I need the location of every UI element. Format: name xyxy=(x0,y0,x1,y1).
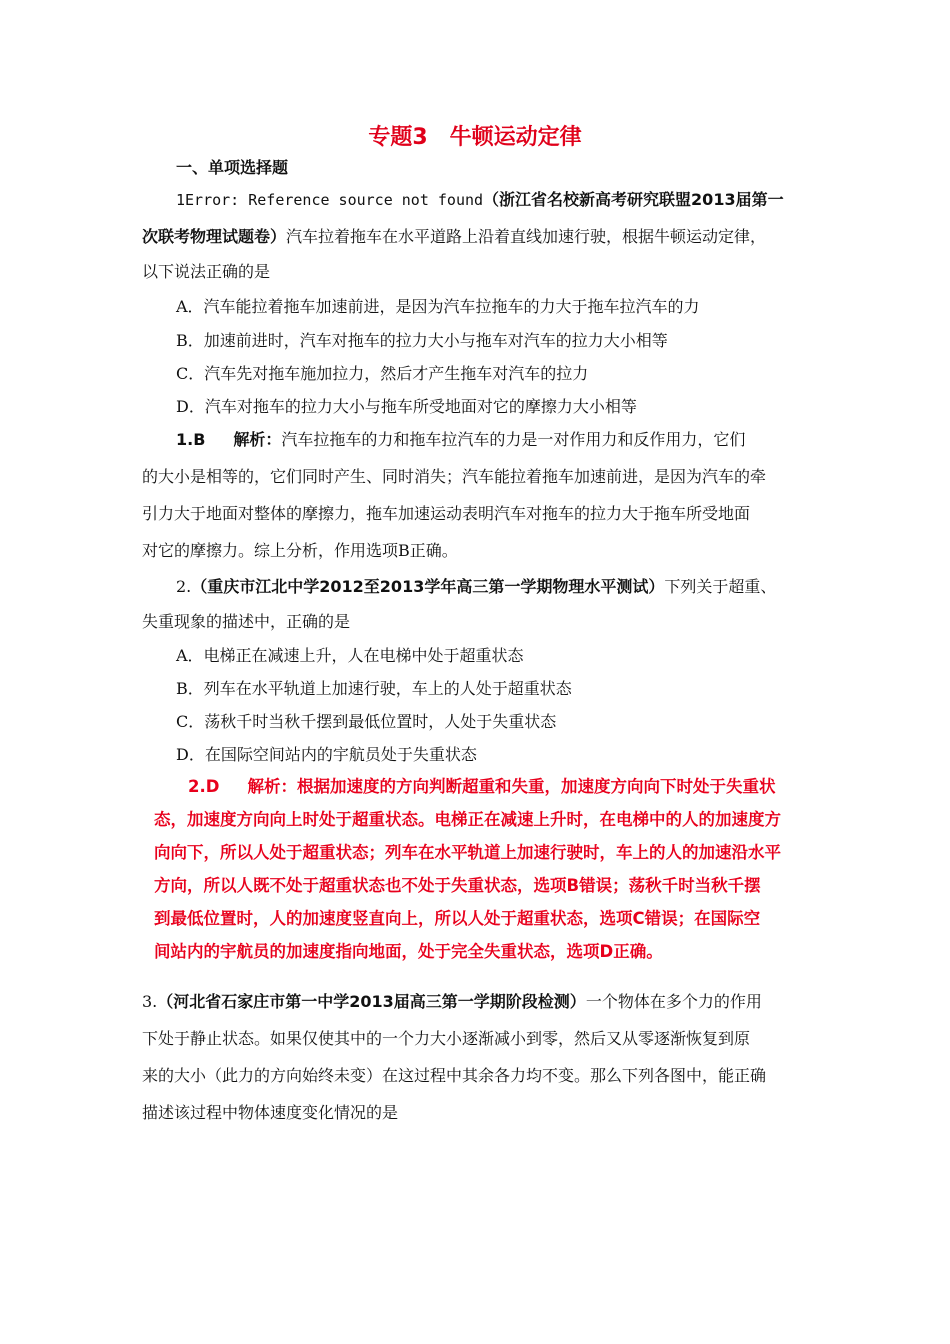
q3-stem-line-2: 下处于静止状态。如果仅使其中的一个力大小逐渐减小到零，然后又从零逐渐恢复到原 xyxy=(142,1029,751,1048)
q1-analysis-text: 汽车拉拖车的力和拖车拉汽车的力是一对作用力和反作用力，它们 xyxy=(281,430,746,449)
q2-analysis-line-1 xyxy=(188,777,775,797)
q2-line-1 xyxy=(176,577,776,597)
q1-analysis-line-1 xyxy=(176,430,745,450)
q2-number: 2. xyxy=(176,577,192,596)
q1-number: 1 xyxy=(176,191,186,209)
q2-source: （重庆市江北中学2012至2013学年高三第一学期物理水平测试） xyxy=(191,577,665,596)
q1-option-c: C．汽车先对拖车施加拉力，然后才产生拖车对汽车的拉力 xyxy=(176,364,589,383)
q3-stem-line-3: 来的大小（此力的方向始终未变）在这过程中其余各力均不变。那么下列各图中，能正确 xyxy=(142,1066,767,1085)
q2-option-b: B．列车在水平轨道上加速行驶，车上的人处于超重状态 xyxy=(176,679,572,698)
q3-line-1 xyxy=(142,992,762,1012)
q2-analysis-label: 解析： xyxy=(247,777,297,796)
q2-option-d: D．在国际空间站内的宇航员处于失重状态 xyxy=(176,745,477,764)
q2-analysis-line-3: 向向下，所以人处于超重状态；列车在水平轨道上加速行驶时，车上的人的加速沿水平 xyxy=(154,843,781,862)
q2-analysis-line-4: 方向，所以人既不处于超重状态也不处于失重状态，选项B错误；荡秋千时当秋千摆 xyxy=(154,876,761,895)
q1-analysis-line-4: 对它的摩擦力。综上分析，作用选项B正确。 xyxy=(142,541,458,560)
q1-analysis-line-2: 的大小是相等的，它们同时产生、同时消失；汽车能拉着拖车加速前进，是因为汽车的牵 xyxy=(142,467,767,486)
q1-stem: 汽车拉着拖车在水平道路上沿着直线加速行驶，根据牛顿运动定律， xyxy=(286,227,767,246)
q2-analysis-text: 根据加速度的方向判断超重和失重，加速度方向向下时处于失重状 xyxy=(296,777,776,796)
q3-number: 3. xyxy=(142,992,158,1011)
q2-stem-cont: 失重现象的描述中，正确的是 xyxy=(142,612,351,631)
q2-analysis-line-6: 间站内的宇航员的加速度指向地面，处于完全失重状态，选项D正确。 xyxy=(154,942,663,961)
q2-answer: 2.D xyxy=(188,777,220,796)
q3-stem-line-4: 描述该过程中物体速度变化情况的是 xyxy=(142,1103,399,1122)
q1-error-text: Error: Reference source not found xyxy=(185,191,484,209)
q1-option-b: B．加速前进时，汽车对拖车的拉力大小与拖车对汽车的拉力大小相等 xyxy=(176,331,668,350)
q1-answer: 1.B xyxy=(176,430,206,449)
q1-line-2 xyxy=(142,227,766,247)
q1-stem-cont: 以下说法正确的是 xyxy=(142,262,271,281)
q1-option-d: D．汽车对拖车的拉力大小与拖车所受地面对它的摩擦力大小相等 xyxy=(176,397,637,416)
q2-option-c: C．荡秋千时当秋千摆到最低位置时，人处于失重状态 xyxy=(176,712,557,731)
q1-analysis-line-3: 引力大于地面对整体的摩擦力，拖车加速运动表明汽车对拖车的拉力大于拖车所受地面 xyxy=(142,504,751,523)
q2-analysis-line-2: 态，加速度方向向上时处于超重状态。电梯正在减速上升时，在电梯中的人的加速度方 xyxy=(154,810,781,829)
q1-source: （浙江省名校新高考研究联盟2013届第一 xyxy=(483,190,784,209)
q2-analysis-line-5: 到最低位置时，人的加速度竖直向上，所以人处于超重状态，选项C错误；在国际空 xyxy=(154,909,761,928)
q3-source: （河北省石家庄市第一中学2013届高三第一学期阶段检测） xyxy=(157,992,586,1011)
q2-option-a: A．电梯正在减速上升，人在电梯中处于超重状态 xyxy=(176,646,524,665)
page-title: 专题3 牛顿运动定律 xyxy=(368,125,582,150)
q1-analysis-label: 解析： xyxy=(233,430,282,449)
q2-stem: 下列关于超重、 xyxy=(664,577,777,596)
q1-source-cont: 次联考物理试题卷） xyxy=(142,227,287,246)
section-heading: 一、单项选择题 xyxy=(176,158,289,177)
q3-stem: 一个物体在多个力的作用 xyxy=(585,992,762,1011)
q1-line-1 xyxy=(176,190,784,210)
q1-option-a: A．汽车能拉着拖车加速前进，是因为汽车拉拖车的力大于拖车拉汽车的力 xyxy=(176,297,700,316)
